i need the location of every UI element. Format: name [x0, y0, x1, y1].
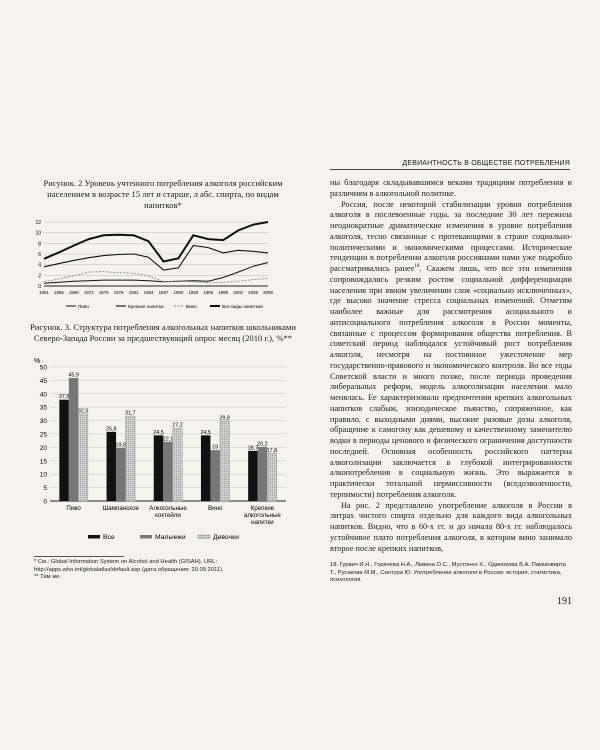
x-tick-label: 2002	[233, 290, 244, 295]
paragraph-2	[330, 200, 572, 501]
bar	[210, 450, 220, 501]
x-tick-label: 1996	[203, 290, 214, 295]
data-label: 25,8	[106, 426, 117, 433]
y-tick-label: 12	[35, 220, 41, 226]
x-tick-label: 1966	[54, 290, 64, 295]
legend-label: Все	[103, 534, 115, 541]
category-label: Пиво	[66, 505, 81, 512]
y-tick-label: 8	[38, 241, 41, 248]
bar	[126, 416, 136, 501]
x-tick-label: 2005	[248, 290, 258, 295]
footnote-rule	[34, 556, 124, 557]
bar	[267, 453, 277, 501]
data-label: 31,7	[125, 410, 136, 417]
x-tick-label: 1999	[218, 290, 229, 295]
y-tick-label: 50	[39, 364, 47, 372]
legend-label: Вино	[186, 304, 197, 309]
legend-swatch	[88, 535, 100, 539]
data-label: 24,5	[153, 429, 164, 436]
x-tick-label: 1978	[113, 290, 124, 295]
figure-3-caption: Рисунок. 3. Структура потребления алкогольных напитков школьниками Северо-Запада России за предшествующий опрос месяц (2010 г.), %**	[30, 322, 296, 343]
legend-swatch	[140, 535, 152, 539]
footnote-2: ** Там же.	[34, 574, 61, 581]
y-tick-label: 10	[35, 230, 41, 237]
y-tick-label: 0	[38, 284, 41, 290]
figure-2-line-chart	[26, 218, 276, 314]
data-label: 19	[212, 444, 219, 451]
y-tick-label: 2	[38, 273, 41, 280]
x-tick-label: 1984	[143, 290, 154, 295]
data-label: 18,7	[247, 445, 259, 452]
bar	[201, 435, 211, 501]
y-tick-label: 25	[39, 431, 47, 439]
footnotes-left	[34, 556, 296, 582]
footnote-1: * См.: Global Information System on Alcohol and Health (GISAH), URL: http://apps.who.int/globalatlas/default.asp (дата обращения: 20.09.2011).	[34, 559, 224, 573]
figure-3-bar-chart	[28, 355, 290, 547]
y-tick-label: 15	[39, 458, 47, 466]
figure-2-caption: Рисунок. 2 Уровень учтенного потребления алкоголя российским населением в возрасте 15 лет и старше, л абс. спирта, по видам напитков*	[43, 178, 283, 210]
footnote-18: 18. Гурвич И.Н., Горячева Н.А., Левина О.С., Мустонен Х., Одинокова В.А. Пакканвирта Т., Русакова М.М., Синтура Ю. Употребление алкоголя в России: история, статистика, психология.	[330, 562, 566, 584]
bar	[59, 400, 69, 501]
right-column-text	[330, 178, 572, 554]
y-tick-label: 20	[39, 444, 47, 452]
x-tick-label: 1961	[39, 290, 49, 295]
series-line-1	[44, 263, 268, 284]
data-label: 29,8	[219, 415, 230, 422]
data-label: 22,1	[162, 436, 174, 443]
bar	[116, 448, 126, 501]
y-tick-label: 6	[38, 252, 41, 258]
bar	[248, 451, 258, 501]
y-tick-label: 10	[39, 471, 47, 479]
legend-label: Пиво	[78, 304, 89, 309]
category-label: Крепкие	[250, 505, 275, 512]
bar	[173, 428, 183, 501]
legend-swatch	[198, 535, 210, 539]
paragraph-2-tail: . Скажем лишь, что все эти изменения сопровождались резким ростом социальной дифференциации населения при явном увеличении слоя «социально исключенных», где высоко значение стресса социальных изменений. Отметим наиболее важные для рассмотрения асоциального и антисоциального потребления алкоголя в России моменты, связанные с процессом формирования общества потребления. В советский период наблюдался устойчивый рост потребления алкоголя, несмотря на постоянное ужесточение мер государственно-правового и экономического контроля. Во все годы Советской власти и много позже, после периода проведения либеральных реформ, модель алкоголизации населения мало менялась. Ее характеризовали предпочтения крепких алкогольных напитков слабым, эпизодическое пьянство, сопряженное, как правило, с выходными днями, высокие разовые дозы алкоголя, обращение к самогону как дешевому и качественному заменителю водки в периоды ценового и физического ограничения доступности последней. Основная особенность российского паттерна алкоголизации заключается в глубокой интегрированности алкопотребления в социальную жизнь. Это выражается в практически тотальной пермиссивности (вседозволенности, терпимости) потребления алкоголя.	[330, 264, 572, 499]
category-label: Вино	[207, 505, 223, 512]
bar	[69, 378, 79, 501]
series-line-2	[44, 246, 268, 271]
data-label: 32,5	[77, 408, 89, 415]
bar	[163, 442, 173, 501]
data-label: 27,2	[172, 422, 183, 429]
paragraph-3: На рис. 2 представлено употребление алкоголя в России в литрах чистого спирта отдельно для каждого вида алкогольных напитков. Видно, что в 60-х гг. и до начала 80-х гг. наблюдалось устойчивое плато потребления алкоголя, в котором вино занимало второе после крепких напитков,	[330, 500, 572, 553]
x-tick-label: 1969	[68, 290, 79, 295]
y-tick-label: 40	[39, 391, 47, 399]
x-tick-label: 2008	[263, 290, 273, 295]
x-tick-label: 1972	[83, 290, 94, 295]
legend-label: Крепкие напитки	[128, 304, 164, 309]
y-tick-label: 45	[39, 377, 47, 385]
paragraph-2-text: Россия, после некоторой стабилизации уровня потребления алкоголя в послевоенные годы, за последние 30 лет пережила неоднократные драматические изменения в уровне потребления алкоголя, тесно связанные с протекающими в стране социально-политическими и экономическими процессами. Исторические тенденции в потреблении алкоголя россиянами нами уже подробно рассматривались ранее	[330, 199, 572, 273]
category-label: алкогольные	[243, 512, 281, 519]
x-tick-label: 1993	[188, 290, 199, 295]
bar	[154, 435, 164, 501]
data-label: 19,8	[115, 442, 127, 449]
x-tick-label: 1981	[128, 290, 139, 295]
y-tick-label: 35	[39, 404, 47, 412]
data-label: 17,8	[266, 447, 278, 454]
x-tick-label: 1987	[158, 290, 169, 295]
data-label: 45,9	[68, 372, 79, 379]
x-tick-label: 1990	[173, 290, 184, 295]
legend-label: Девочки	[213, 534, 239, 541]
reference-18: 18	[414, 264, 420, 270]
category-label: Шампанское	[102, 505, 139, 512]
bar	[220, 421, 230, 501]
category-label: коктейли	[155, 512, 181, 519]
paragraph-1: ны благодаря складывавшимся веками традициям потребления и различиям в алкогольной политике.	[330, 178, 572, 198]
y-tick-label: 0	[43, 498, 47, 506]
data-label: 37,8	[58, 394, 70, 401]
data-label: 20,2	[257, 441, 268, 448]
bar	[258, 447, 268, 501]
series-line-4	[44, 222, 268, 262]
category-label: Алкогольные	[149, 505, 187, 512]
category-label: напитки	[251, 519, 274, 526]
legend-label: Мальчики	[155, 534, 186, 541]
running-head: ДЕВИАНТНОСТЬ В ОБЩЕСТВЕ ПОТРЕБЛЕНИЯ	[330, 160, 570, 170]
data-label: 24,5	[200, 429, 211, 436]
page-number: 191	[557, 596, 572, 607]
bar	[78, 414, 88, 501]
y-axis-label: %	[34, 358, 41, 365]
y-tick-label: 5	[43, 485, 47, 493]
legend-label: Все виды напитков	[222, 304, 263, 309]
x-tick-label: 1975	[98, 290, 109, 295]
y-tick-label: 30	[39, 418, 47, 426]
y-tick-label: 4	[38, 262, 41, 269]
